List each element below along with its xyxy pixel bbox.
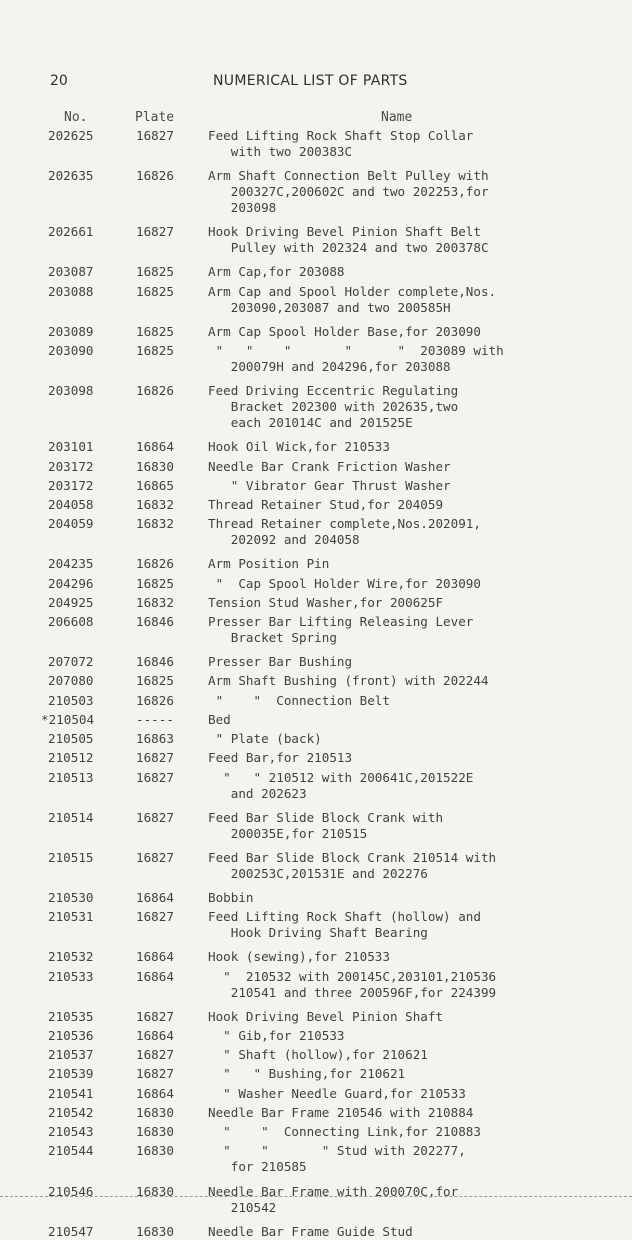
part-number: 210536 — [48, 1027, 94, 1043]
plate-number: 16846 — [136, 654, 174, 670]
part-number: 210537 — [48, 1047, 94, 1063]
part-number: 210547 — [48, 1223, 94, 1239]
part-name-line: Hook (sewing),for 210533 — [208, 949, 390, 965]
plate-number: 16832 — [136, 516, 174, 532]
part-number: 204059 — [48, 516, 94, 532]
part-name-line: 200079H and 204296,for 203088 — [208, 359, 451, 374]
part-name — [208, 770, 473, 802]
plate-number: 16830 — [136, 458, 174, 474]
part-number: 203088 — [48, 283, 94, 299]
part-name — [208, 128, 473, 160]
part-name-line: " Washer Needle Guard,for 210533 — [208, 1085, 466, 1101]
part-name-line: 202092 and 204058 — [208, 532, 360, 548]
part-number: 210532 — [48, 949, 94, 965]
part-name — [208, 693, 390, 709]
part-name — [208, 810, 443, 842]
plate-number: 16827 — [136, 909, 174, 925]
plate-number: 16830 — [136, 1143, 174, 1159]
part-number: 203098 — [48, 383, 94, 399]
part-number: 210530 — [48, 890, 94, 905]
part-number: 206608 — [48, 614, 94, 630]
part-name-line: with two 200383C — [208, 144, 353, 159]
plate-number: 16830 — [136, 1223, 174, 1239]
part-number: 210546 — [48, 1183, 94, 1199]
part-name-line: " " " " " 203089 with — [208, 343, 504, 358]
plate-number: 16827 — [136, 809, 174, 825]
part-name-line: Needle Bar Crank Friction Washer — [208, 458, 451, 474]
part-number: 202661 — [48, 224, 94, 240]
part-name — [208, 1066, 405, 1082]
part-number: 210543 — [48, 1124, 94, 1140]
part-name — [208, 1047, 428, 1063]
column-header-no: No. — [64, 110, 88, 125]
part-number: 204296 — [48, 575, 94, 591]
part-name — [208, 459, 451, 475]
part-name — [208, 1184, 458, 1216]
part-name-line: Hook Driving Bevel Pinion Shaft Belt — [208, 224, 481, 240]
part-name-line: Feed Bar Slide Block Crank 210514 with — [208, 849, 497, 865]
plate-number: 16827 — [136, 1066, 174, 1082]
part-name-line: Feed Bar,for 210513 — [208, 750, 353, 766]
plate-number: 16826 — [136, 556, 174, 572]
part-name — [208, 383, 458, 431]
part-name-line: each 201014C and 201525E — [208, 415, 413, 431]
part-name — [208, 264, 344, 280]
plate-number: 16864 — [136, 949, 174, 965]
part-name-line: Hook Driving Bevel Pinion Shaft — [208, 1008, 444, 1024]
plate-number: 16827 — [136, 1008, 174, 1024]
part-name — [208, 614, 473, 646]
part-name-line: Feed Lifting Rock Shaft (hollow) and — [208, 909, 481, 925]
page-number: 20 — [50, 73, 68, 89]
plate-number: 16825 — [136, 283, 174, 299]
part-number: 210514 — [48, 809, 94, 825]
part-number: 210544 — [48, 1143, 94, 1159]
part-name-line: " " Bushing,for 210621 — [208, 1066, 406, 1082]
part-name-line: " " 210512 with 200641C,201522E — [208, 769, 474, 785]
part-name-line: Tension Stud Washer,for 200625F — [208, 594, 444, 610]
plate-number: 16825 — [136, 323, 174, 339]
part-number: 202635 — [48, 168, 94, 184]
plate-number: 16864 — [136, 968, 174, 984]
part-name-line: " 210532 with 200145C,203101,210536 — [208, 968, 497, 984]
part-name — [208, 1086, 466, 1102]
part-name-line: " Shaft (hollow),for 210621 — [208, 1047, 428, 1063]
plate-number: 16827 — [136, 769, 174, 785]
plate-number: 16827 — [136, 1047, 174, 1063]
part-name-line: Arm Cap Spool Holder Base,for 203090 — [208, 323, 481, 339]
part-number: 203089 — [48, 323, 94, 339]
part-name-line: Feed Bar Slide Block Crank with — [208, 809, 444, 825]
part-name — [208, 909, 481, 941]
part-name-line: Needle Bar Frame 210546 with 210884 — [208, 1104, 474, 1120]
part-name-line: " " Connection Belt — [208, 692, 390, 708]
part-name-line: Arm Shaft Bushing (front) with 202244 — [208, 673, 489, 689]
plate-number: 16830 — [136, 1104, 174, 1120]
column-header-name: Name — [381, 110, 413, 125]
part-name-line: Hook Oil Wick,for 210533 — [208, 439, 390, 455]
part-number: 203172 — [48, 477, 94, 493]
part-name — [208, 556, 329, 572]
plate-number: 16864 — [136, 890, 174, 905]
part-number: 210503 — [48, 692, 94, 708]
part-name-line: " " Connecting Link,for 210883 — [208, 1124, 481, 1140]
part-number: 210512 — [48, 750, 94, 766]
part-name — [208, 324, 481, 340]
part-name — [208, 343, 504, 375]
plate-number: 16865 — [136, 477, 174, 493]
part-name-line: " Vibrator Gear Thrust Washer — [208, 477, 451, 493]
plate-number: 16832 — [136, 497, 174, 512]
part-number: 207080 — [48, 673, 94, 689]
part-name — [208, 949, 390, 965]
part-name-line: for 210585 — [208, 1159, 307, 1175]
part-name-line: Pulley with 202324 and two 200378C — [208, 240, 489, 256]
part-name — [208, 439, 390, 455]
plate-number: ----- — [136, 711, 174, 727]
plate-number: 16826 — [136, 168, 174, 184]
plate-number: 16825 — [136, 673, 174, 689]
part-number: 210515 — [48, 849, 94, 865]
part-name — [208, 595, 443, 611]
part-name — [208, 516, 481, 548]
part-name — [208, 969, 496, 1001]
part-name-line: Arm Cap and Spool Holder complete,Nos. — [208, 283, 497, 299]
part-number: *210504 — [41, 711, 95, 727]
part-name-line: Needle Bar Frame Guide Stud — [208, 1223, 413, 1239]
part-name — [208, 673, 489, 689]
plate-number: 16827 — [136, 128, 174, 143]
part-name — [208, 1105, 473, 1121]
plate-number: 16863 — [136, 731, 174, 747]
part-number: 210531 — [48, 909, 94, 925]
part-name-line: Thread Retainer Stud,for 204059 — [208, 497, 444, 512]
part-name-line: 203098 — [208, 200, 277, 216]
part-number: 210535 — [48, 1008, 94, 1024]
part-name — [208, 850, 496, 882]
part-name — [208, 654, 352, 670]
part-name-line: Thread Retainer complete,Nos.202091, — [208, 516, 481, 532]
part-name-line: 203090,203087 and two 200585H — [208, 299, 451, 315]
part-number: 204925 — [48, 594, 94, 610]
column-header-plate: Plate — [135, 110, 175, 125]
part-name-line: 200327C,200602C and two 202253,for — [208, 184, 489, 200]
part-name-line: 200253C,201531E and 202276 — [208, 865, 428, 881]
part-name-line: " Gib,for 210533 — [208, 1027, 345, 1043]
part-name — [208, 168, 489, 216]
part-name-line: Arm Cap,for 203088 — [208, 264, 345, 280]
part-name — [208, 890, 254, 906]
plate-number: 16830 — [136, 1183, 174, 1199]
part-name — [208, 1224, 413, 1240]
part-number: 210513 — [48, 769, 94, 785]
page-title: NUMERICAL LIST OF PARTS — [213, 73, 408, 89]
plate-number: 16825 — [136, 264, 174, 280]
part-name-line: Bed — [208, 711, 231, 727]
part-name — [208, 1009, 443, 1025]
part-name-line: Needle Bar Frame with 200070C,for — [208, 1183, 459, 1199]
part-number: 210505 — [48, 731, 94, 747]
part-name-line: Bracket 202300 with 202635,two — [208, 399, 459, 415]
part-number: 202625 — [48, 128, 94, 143]
part-number: 204058 — [48, 497, 94, 512]
part-name-line: " Plate (back) — [208, 731, 322, 747]
part-name-line: " Cap Spool Holder Wire,for 203090 — [208, 575, 481, 591]
part-name — [208, 576, 481, 592]
part-name-line: Bobbin — [208, 890, 254, 905]
part-number: 210539 — [48, 1066, 94, 1082]
part-number: 210542 — [48, 1104, 94, 1120]
plate-number: 16827 — [136, 849, 174, 865]
part-name-line: Arm Shaft Connection Belt Pulley with — [208, 168, 489, 184]
part-name — [208, 750, 352, 766]
plate-number: 16827 — [136, 224, 174, 240]
part-name — [208, 224, 489, 256]
part-name — [208, 284, 496, 316]
plate-number: 16827 — [136, 750, 174, 766]
plate-number: 16826 — [136, 383, 174, 399]
plate-number: 16846 — [136, 614, 174, 630]
plate-number: 16832 — [136, 594, 174, 610]
plate-number: 16830 — [136, 1124, 174, 1140]
part-name-line: 210542 — [208, 1199, 277, 1215]
part-name — [208, 497, 443, 513]
part-name — [208, 1143, 466, 1175]
part-number: 203172 — [48, 458, 94, 474]
part-name — [208, 1124, 481, 1140]
part-name-line: Arm Position Pin — [208, 556, 330, 572]
bottom-rule — [0, 1196, 632, 1197]
part-number: 204235 — [48, 556, 94, 572]
part-number: 210541 — [48, 1085, 94, 1101]
part-name-line: " " " Stud with 202277, — [208, 1143, 466, 1159]
plate-number: 16825 — [136, 575, 174, 591]
part-number: 210533 — [48, 968, 94, 984]
part-name-line: 210541 and three 200596F,for 224399 — [208, 984, 497, 1000]
part-number: 203101 — [48, 439, 94, 455]
part-name-line: Presser Bar Bushing — [208, 654, 353, 670]
plate-number: 16864 — [136, 1085, 174, 1101]
part-name-line: Presser Bar Lifting Releasing Lever — [208, 614, 474, 630]
plate-number: 16864 — [136, 1027, 174, 1043]
part-name-line: Bracket Spring — [208, 630, 337, 646]
part-name — [208, 478, 451, 494]
plate-number: 16826 — [136, 692, 174, 708]
plate-number: 16864 — [136, 439, 174, 455]
part-number: 203087 — [48, 264, 94, 280]
part-name-line: and 202623 — [208, 785, 307, 801]
part-name — [208, 712, 231, 728]
part-name-line: 200035E,for 210515 — [208, 825, 368, 841]
plate-number: 16825 — [136, 343, 174, 358]
part-number: 207072 — [48, 654, 94, 670]
part-name-line: Hook Driving Shaft Bearing — [208, 925, 428, 941]
part-name-line: Feed Lifting Rock Shaft Stop Collar — [208, 128, 474, 143]
part-number: 203090 — [48, 343, 94, 358]
part-name — [208, 1028, 344, 1044]
part-name — [208, 731, 322, 747]
part-name-line: Feed Driving Eccentric Regulating — [208, 383, 459, 399]
